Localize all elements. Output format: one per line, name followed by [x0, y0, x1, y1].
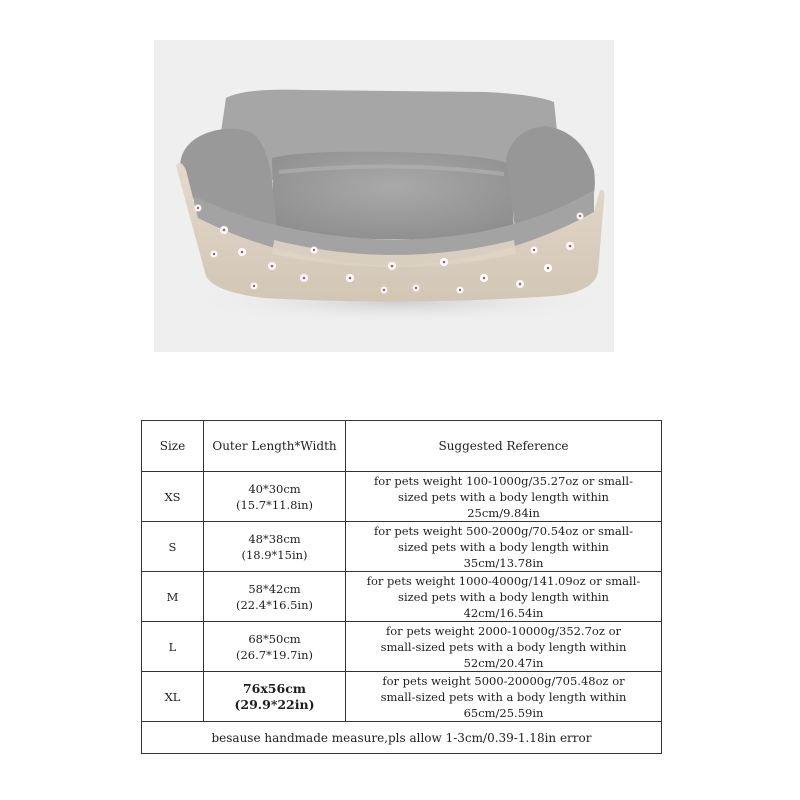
- reference-line: for pets weight 5000-20000g/705.48oz or: [382, 673, 625, 688]
- reference-line: 42cm/16.54in: [463, 605, 544, 620]
- reference-cell: [346, 472, 662, 522]
- dimension-cell: [204, 472, 346, 522]
- reference-cell: [346, 672, 662, 722]
- table-header-row: [142, 421, 662, 472]
- reference-line: 25cm/9.84in: [467, 505, 540, 520]
- dimension-in: (18.9*15in): [241, 547, 308, 562]
- header-reference: Suggested Reference: [346, 421, 662, 472]
- dimension-in: (22.4*16.5in): [235, 597, 314, 612]
- dimension-in: (15.7*11.8in): [235, 497, 314, 512]
- table-row: [142, 672, 662, 722]
- reference-line: sized pets with a body length within: [398, 489, 609, 504]
- reference-cell: [346, 572, 662, 622]
- pet-bed-illustration: [154, 40, 614, 352]
- dimension-cell: [204, 672, 346, 722]
- size-cell: M: [142, 572, 204, 622]
- reference-cell: [346, 622, 662, 672]
- reference-line: small-sized pets with a body length within: [380, 639, 627, 654]
- reference-line: small-sized pets with a body length within: [380, 689, 627, 704]
- footer-note: besause handmade measure,pls allow 1-3cm/0.39-1.18in error: [142, 722, 662, 754]
- dimension-cm: 68*50cm: [248, 631, 301, 646]
- reference-line: 35cm/13.78in: [463, 555, 544, 570]
- dimension-cm: 58*42cm: [248, 581, 301, 596]
- product-photo: [154, 40, 614, 352]
- reference-cell: [346, 522, 662, 572]
- dimension-in: (26.7*19.7in): [235, 647, 314, 662]
- table-row: [142, 472, 662, 522]
- dimension-cell: [204, 522, 346, 572]
- reference-line: sized pets with a body length within: [398, 539, 609, 554]
- dimension-cm: 76x56cm: [242, 680, 307, 696]
- size-chart-table: [141, 420, 662, 754]
- reference-line: for pets weight 100-1000g/35.27oz or small-: [374, 473, 633, 488]
- dimension-cm: 48*38cm: [248, 531, 301, 546]
- dimension-cell: [204, 572, 346, 622]
- reference-line: for pets weight 500-2000g/70.54oz or small-: [374, 523, 633, 538]
- reference-line: 52cm/20.47in: [463, 655, 544, 670]
- size-cell: L: [142, 622, 204, 672]
- size-cell: S: [142, 522, 204, 572]
- table-footer-row: [142, 722, 662, 754]
- header-dimensions: Outer Length*Width: [204, 421, 346, 472]
- table-row: [142, 522, 662, 572]
- reference-line: sized pets with a body length within: [398, 589, 609, 604]
- size-cell: XL: [142, 672, 204, 722]
- table-row: [142, 572, 662, 622]
- dimension-cell: [204, 622, 346, 672]
- reference-line: for pets weight 2000-10000g/352.7oz or: [385, 623, 621, 638]
- reference-line: for pets weight 1000-4000g/141.09oz or small-: [366, 573, 641, 588]
- header-size: Size: [142, 421, 204, 472]
- dimension-in: (29.9*22in): [234, 696, 315, 712]
- reference-line: 65cm/25.59in: [463, 705, 544, 720]
- dimension-cm: 40*30cm: [248, 481, 301, 496]
- table-row: [142, 622, 662, 672]
- size-cell: XS: [142, 472, 204, 522]
